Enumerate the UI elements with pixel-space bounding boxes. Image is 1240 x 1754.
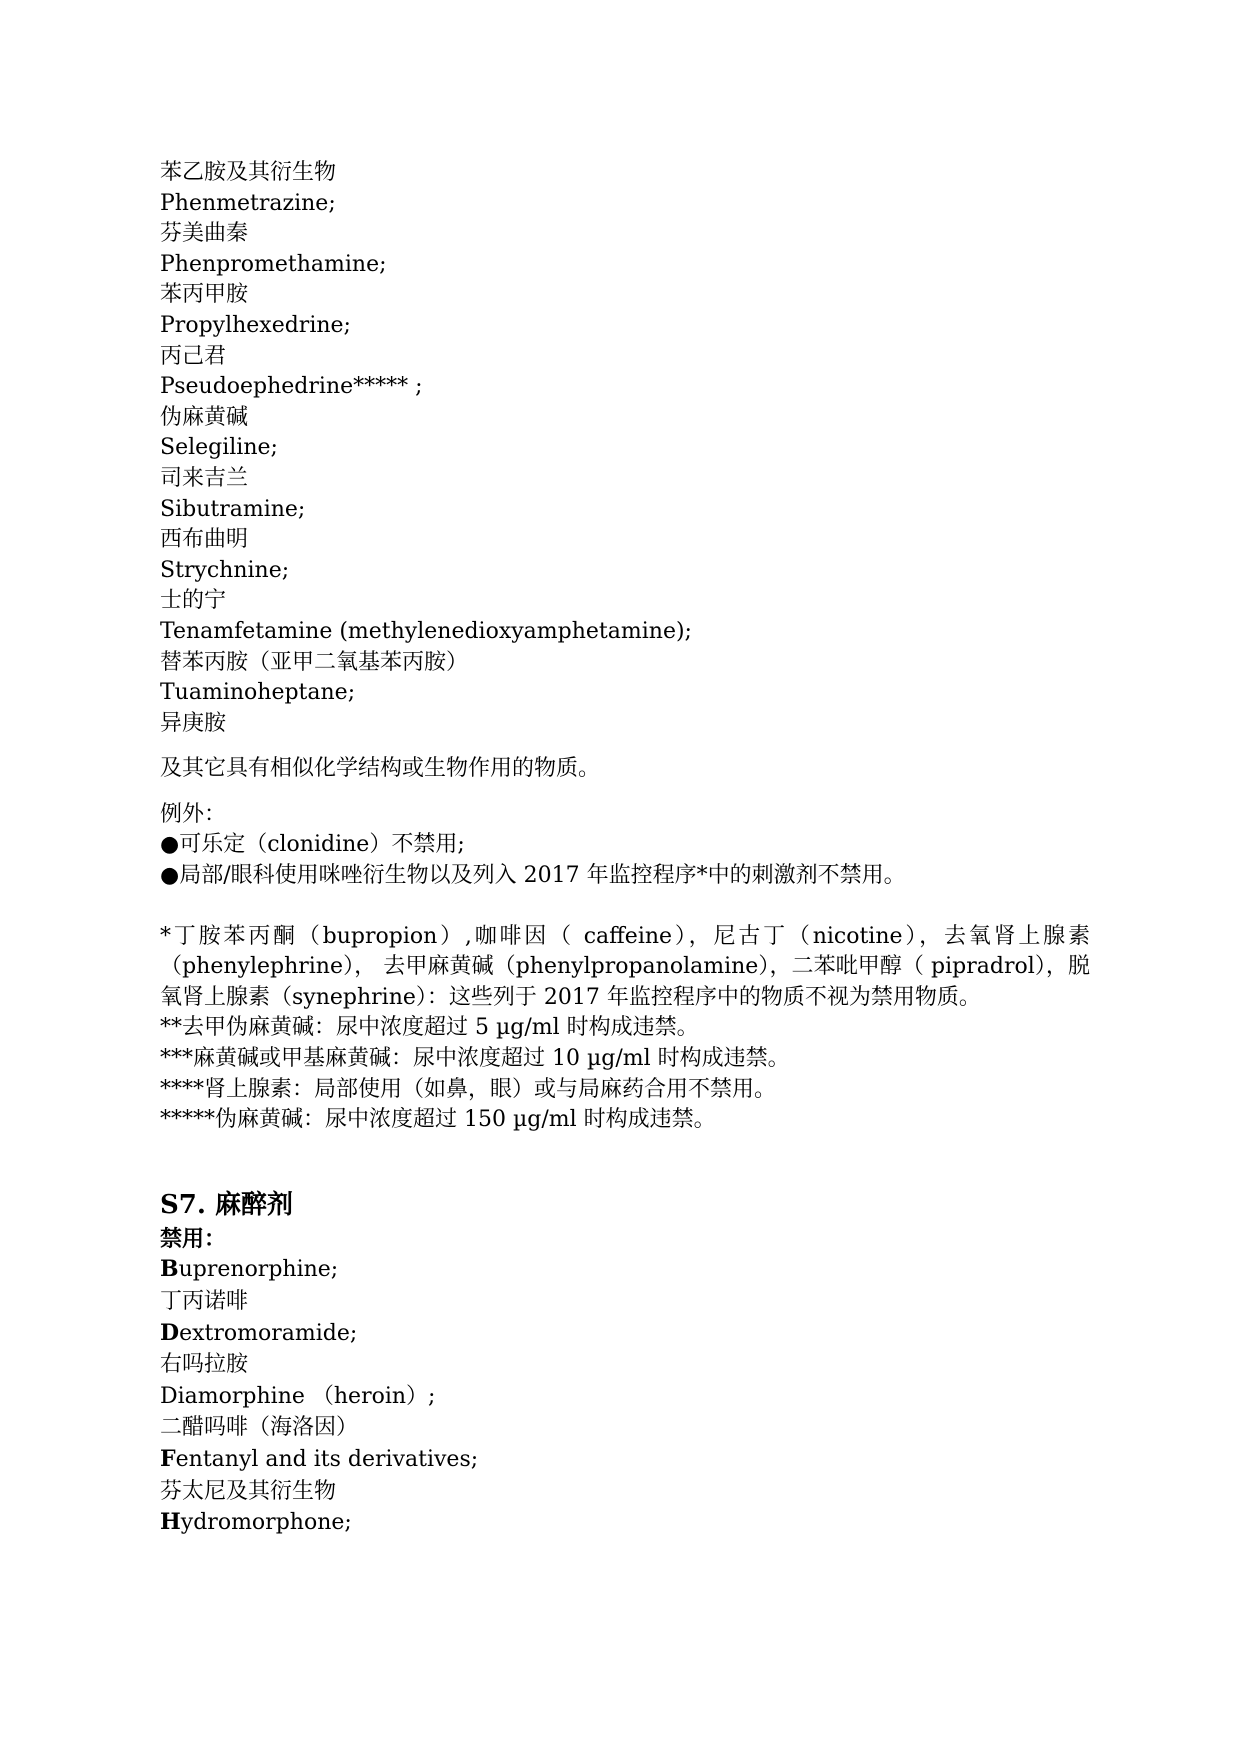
section-heading: S7. 麻醉剂 — [160, 1189, 293, 1220]
list-item: Propylhexedrine; — [160, 312, 351, 338]
list-item — [160, 1318, 1100, 1350]
list-item — [160, 1412, 1100, 1444]
item-rest: ydromorphone; — [180, 1510, 352, 1536]
list-item: Phenpromethamine; — [160, 251, 387, 277]
list-item — [160, 1507, 1100, 1539]
list-item: 司来吉兰 — [160, 465, 249, 491]
footnote-line: ***麻黄碱或甲基麻黄碱：尿中浓度超过 10 µg/ml 时构成违禁。 — [160, 1046, 790, 1072]
list-item: 苯乙胺及其衍生物 — [160, 160, 337, 185]
spacer — [160, 892, 1100, 922]
list-item: Sibutramine; — [160, 496, 306, 522]
list-item: Selegiline; — [160, 435, 278, 461]
footnote-line: *****伪麻黄碱：尿中浓度超过 150 µg/ml 时构成违禁。 — [160, 1107, 716, 1133]
footnote-line: ****肾上腺素：局部使用（如鼻，眼）或与局麻药合用不禁用。 — [160, 1076, 777, 1102]
prohibited-label: 禁用： — [160, 1225, 227, 1252]
item-rest: Diamorphine （heroin）; — [160, 1383, 436, 1409]
item-initial: H — [160, 1509, 181, 1536]
exceptions-block — [160, 800, 1100, 892]
list-item — [160, 1254, 1100, 1286]
list-item: 异庚胺 — [160, 710, 227, 736]
list-item: 苯丙甲胺 — [160, 282, 249, 308]
section-s7 — [160, 1188, 1100, 1539]
item-initial: D — [160, 1319, 180, 1346]
exception-item — [160, 830, 1100, 861]
bullet-icon: ● — [160, 863, 180, 889]
footnote-line: **去甲伪麻黄碱：尿中浓度超过 5 µg/ml 时构成违禁。 — [160, 1015, 699, 1041]
item-initial: F — [160, 1445, 176, 1472]
list-item: 芬美曲秦 — [160, 221, 249, 247]
list-item — [160, 1349, 1100, 1381]
exception-text: 可乐定（clonidine）不禁用; — [179, 832, 465, 858]
item-rest: 芬太尼及其衍生物 — [160, 1478, 337, 1504]
list-item — [160, 1286, 1100, 1318]
list-item — [160, 1444, 1100, 1476]
list-item: Tuaminoheptane; — [160, 680, 356, 706]
item-rest: 丁丙诺啡 — [160, 1289, 249, 1314]
list-item: 伪麻黄碱 — [160, 404, 249, 430]
list-item: Phenmetrazine; — [160, 190, 336, 216]
similar-substances-note: 及其它具有相似化学结构或生物作用的物质。 — [160, 756, 601, 782]
stimulants-list — [160, 158, 1100, 739]
list-item: 西布曲明 — [160, 527, 249, 553]
exception-text: 局部/眼科使用咪唑衍生物以及列入 2017 年监控程序*中的刺激剂不禁用。 — [179, 863, 906, 889]
list-item: 士的宁 — [160, 588, 227, 614]
item-rest: 右吗拉胺 — [160, 1352, 249, 1378]
footnotes-block — [160, 922, 1100, 1136]
item-rest: uprenorphine; — [178, 1257, 339, 1283]
list-item: 替苯丙胺（亚甲二氧基苯丙胺） — [160, 649, 469, 675]
list-item: 丙己君 — [160, 343, 227, 369]
spacer — [160, 1136, 1100, 1188]
spacer — [160, 739, 1100, 754]
monitoring-footnote: *丁胺苯丙酮（bupropion）,咖啡因（ caffeine），尼古丁（nicotine），去氧肾上腺素（phenylephrine）， 去甲麻黄碱（phenylpropanolamine），二苯吡甲醇（ pipradrol），脱氧肾上腺素（synephrine）：这些列于 2017 年监控程序中的物质不视为禁用物质。 — [160, 923, 1090, 1010]
spacer — [160, 785, 1100, 800]
item-rest: entanyl and its derivatives; — [175, 1446, 479, 1472]
list-item: Pseudoephedrine***** ; — [160, 374, 423, 400]
exceptions-label: 例外： — [160, 801, 227, 827]
item-initial: B — [160, 1256, 179, 1283]
item-rest: 二醋吗啡（海洛因） — [160, 1415, 359, 1441]
list-item: Strychnine; — [160, 557, 290, 583]
item-rest: extromoramide; — [179, 1320, 358, 1346]
bullet-icon: ● — [160, 832, 180, 858]
exception-item — [160, 861, 1100, 892]
document-page — [160, 158, 1100, 1539]
list-item — [160, 1476, 1100, 1508]
list-item: Tenamfetamine (methylenedioxyamphetamine); — [160, 618, 692, 644]
list-item — [160, 1381, 1100, 1413]
